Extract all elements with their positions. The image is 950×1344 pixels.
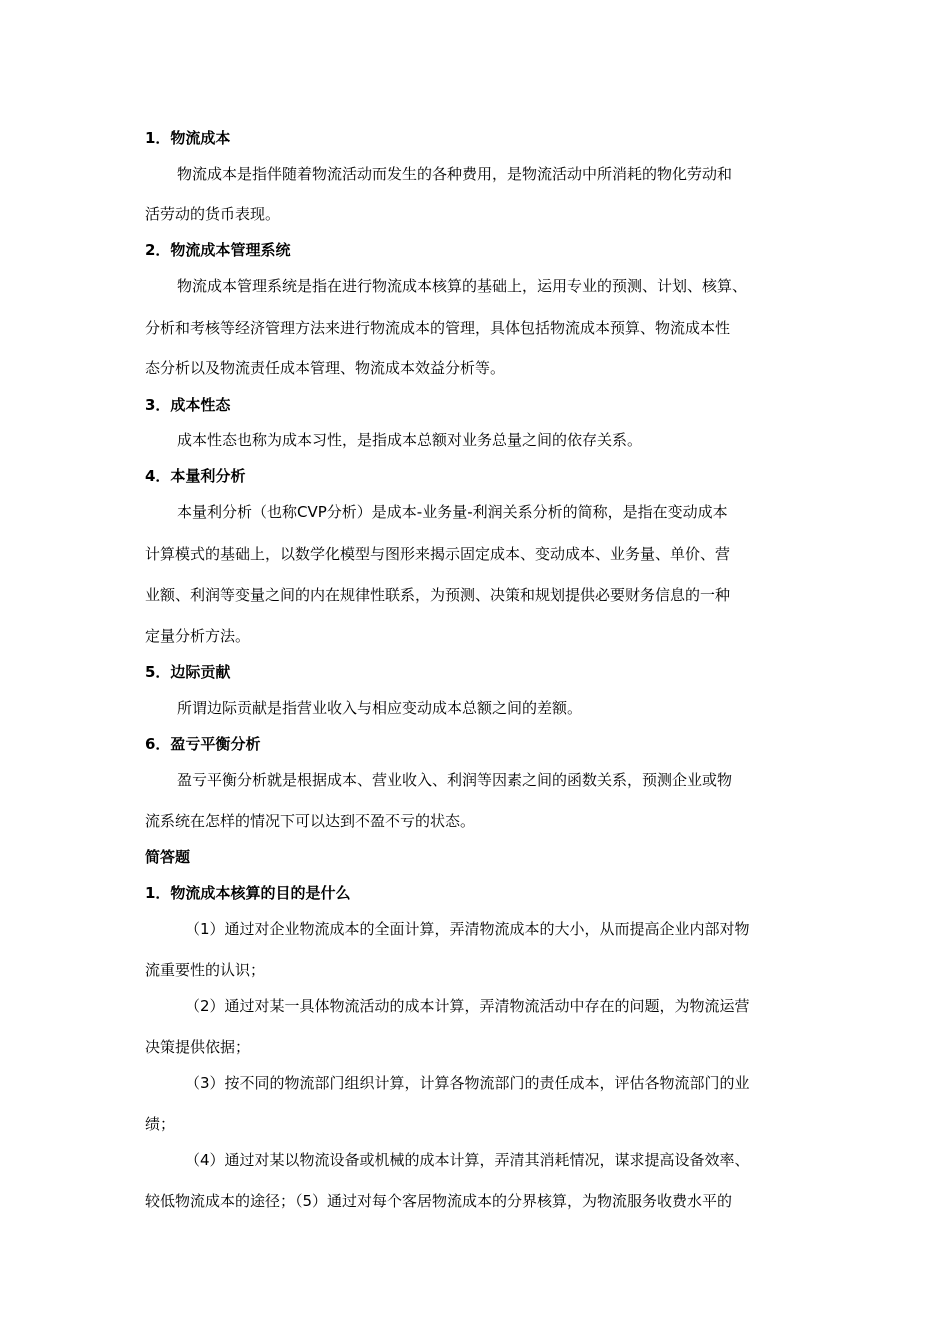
section-6-line-1: 盈亏平衡分析就是根据成本、营业收入、利润等因素之间的函数关系，预测企业或物 (177, 771, 733, 789)
section-heading-4: 4．本量利分析 (145, 467, 246, 485)
section-heading-6: 6．盈亏平衡分析 (145, 735, 261, 753)
section-4-line-1: 本量利分析（也称CVP分析）是成本-业务量-利润关系分析的简称，是指在变动成本 (177, 503, 728, 521)
short-answer-question-1: 1．物流成本核算的目的是什么 (145, 884, 351, 902)
answer-line-8: 较低物流成本的途径；（5）通过对每个客居物流成本的分界核算，为物流服务收费水平的 (145, 1192, 733, 1210)
section-heading-3: 3．成本性态 (145, 396, 231, 414)
section-heading-5: 5．边际贡献 (145, 663, 231, 681)
answer-line-1: （1）通过对企业物流成本的全面计算，弄清物流成本的大小，从而提高企业内部对物 (185, 920, 750, 938)
section-heading-1: 1．物流成本 (145, 129, 231, 147)
answer-line-7: （4）通过对某以物流设备或机械的成本计算，弄清其消耗情况，谋求提高设备效率、 (185, 1151, 750, 1169)
short-answer-title: 简答题 (145, 848, 191, 866)
answer-line-5: （3）按不同的物流部门组织计算，计算各物流部门的责任成本，评估各物流部门的业 (185, 1074, 750, 1092)
section-2-line-2: 分析和考核等经济管理方法来进行物流成本的管理，具体包括物流成本预算、物流成本性 (145, 319, 731, 337)
section-3-line-1: 成本性态也称为成本习性，是指成本总额对业务总量之间的依存关系。 (177, 431, 643, 449)
section-4-line-2: 计算模式的基础上，以数学化模型与图形来揭示固定成本、变动成本、业务量、单价、营 (145, 545, 731, 563)
section-1-line-1: 物流成本是指伴随着物流活动而发生的各种费用，是物流活动中所消耗的物化劳动和 (177, 165, 733, 183)
section-4-line-4: 定量分析方法。 (145, 627, 251, 645)
answer-line-2: 流重要性的认识； (145, 961, 266, 979)
answer-line-6: 绩； (145, 1115, 176, 1133)
section-heading-2: 2．物流成本管理系统 (145, 241, 291, 259)
section-5-line-1: 所谓边际贡献是指营业收入与相应变动成本总额之间的差额。 (177, 699, 583, 717)
section-2-line-1: 物流成本管理系统是指在进行物流成本核算的基础上，运用专业的预测、计划、核算、 (177, 277, 748, 295)
answer-line-3: （2）通过对某一具体物流活动的成本计算，弄清物流活动中存在的问题，为物流运营 (185, 997, 750, 1015)
section-2-line-3: 态分析以及物流责任成本管理、物流成本效益分析等。 (145, 359, 506, 377)
section-1-line-2: 活劳动的货币表现。 (145, 205, 281, 223)
section-6-line-2: 流系统在怎样的情况下可以达到不盈不亏的状态。 (145, 812, 476, 830)
answer-line-4: 决策提供依据； (145, 1038, 251, 1056)
section-4-line-3: 业额、利润等变量之间的内在规律性联系，为预测、决策和规划提供必要财务信息的一种 (145, 586, 731, 604)
